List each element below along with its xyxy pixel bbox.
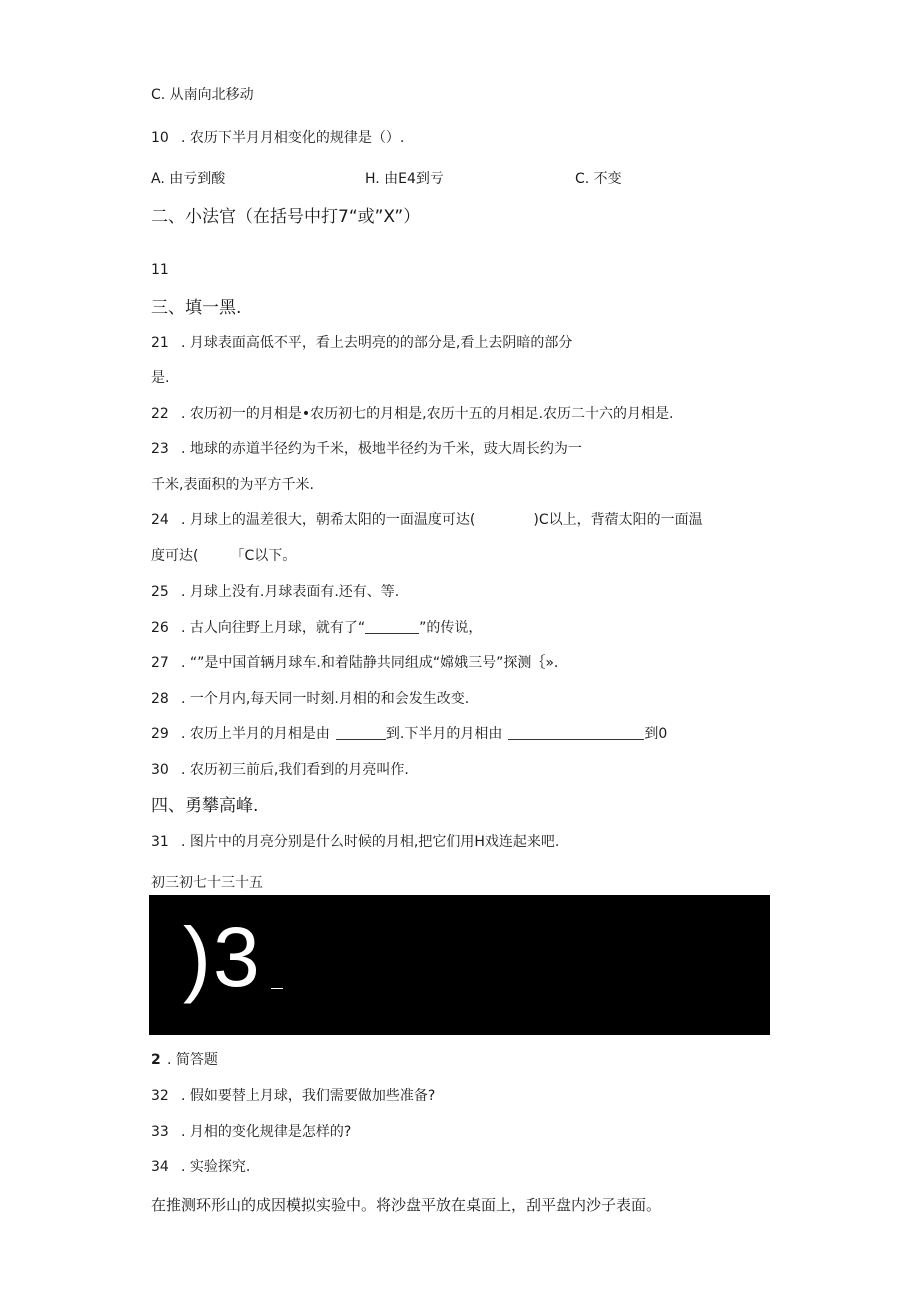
question-text: 度可达( [151, 548, 199, 564]
question-10 [151, 129, 404, 147]
question-text: 到.下半月的月相由 [385, 726, 503, 742]
question-text: . 农历初三前后,我们看到的月亮叫作. [181, 762, 409, 778]
question-number: 29 [151, 726, 169, 742]
question-text: . 农历上半月的月相是由 [181, 726, 330, 742]
question-text: ”的传说， [419, 620, 483, 636]
question-text: . 月球上的温差很大，朝希太阳的一面温度可达( [181, 512, 476, 528]
question-number: 21 [151, 335, 169, 351]
section-number: 2 [151, 1052, 161, 1068]
question-number: 26 [151, 620, 169, 636]
question-text: . 月相的变化规律是怎样的? [181, 1124, 352, 1140]
answer-blank [365, 619, 419, 634]
question-number: 34 [151, 1159, 169, 1175]
question-number: 30 [151, 762, 169, 778]
question-text: . 月球上没有.月球表面有.还有、等. [181, 584, 400, 600]
question-26 [151, 619, 482, 637]
question-number: 32 [151, 1088, 169, 1104]
question-32 [151, 1087, 435, 1105]
question-text: 「C以下。 [230, 548, 297, 564]
question-number: 27 [151, 655, 169, 671]
section-3-title: 三、填一黑. [151, 298, 242, 318]
question-text: . “”是中国首辆月球车.和着陆静共同组成“嫦娥三号”探测｛». [181, 655, 559, 671]
question-text: . 图片中的月亮分别是什么时候的月相,把它们用H戏连起来吧. [181, 834, 560, 850]
section-5-title [151, 1051, 218, 1069]
question-34 [151, 1158, 250, 1176]
question-text: )C以上，背蓿太阳的一面温 [533, 512, 703, 528]
question-28 [151, 690, 469, 708]
question-text: . 假如要替上月球，我们需要做加些准备? [181, 1088, 436, 1104]
option-a: A. 由亏到酸 [151, 171, 226, 187]
question-number: 24 [151, 512, 169, 528]
section-title-text: . 简答题 [167, 1052, 218, 1068]
question-text: . 古人向往野上月球，就有了“ [181, 620, 366, 636]
question-text: 到0 [644, 726, 668, 742]
question-text: . 月球表面高低不平，看上去明亮的的部分是,看上去阴暗的部分 [181, 335, 573, 351]
question-text: . 实验探究. [181, 1159, 251, 1175]
question-number: 28 [151, 691, 169, 707]
question-33 [151, 1123, 351, 1141]
question-31 [151, 833, 559, 851]
moon-phase-labels: 初三初七十三十五 [151, 875, 263, 891]
question-text: . 地球的赤道半径约为千米，极地半径约为千米，豉大周长约为一 [181, 441, 582, 457]
option-c: C. 不变 [575, 171, 622, 187]
question-21-cont: 是. [151, 370, 170, 386]
question-27 [151, 654, 558, 672]
question-30 [151, 761, 409, 779]
question-number: 31 [151, 834, 169, 850]
question-number: 25 [151, 584, 169, 600]
experiment-paragraph: 在推测环形山的成因模拟实验中。将沙盘平放在桌面上，刮平盘内沙子表面。 [151, 1196, 662, 1214]
question-25 [151, 583, 399, 601]
section-4-title: 四、勇攀高峰. [151, 796, 259, 816]
question-11: 11 [151, 262, 169, 278]
question-23 [151, 440, 582, 458]
question-29 [151, 725, 667, 743]
question-21 [151, 334, 572, 352]
question-24 [151, 511, 703, 529]
moon-phase-glyphs: )3 [183, 910, 262, 1004]
question-22 [151, 405, 674, 423]
question-24-cont [151, 547, 296, 565]
question-text: . 一个月内,每天同一时刻.月相的和会发生改变. [181, 691, 470, 707]
question-number: 33 [151, 1124, 169, 1140]
question-number: 22 [151, 406, 169, 422]
question-23-cont: 千米,表面积的为平方千米. [151, 477, 314, 493]
moon-phase-image [149, 895, 770, 1035]
question-text: . 农历下半月月相变化的规律是（）. [181, 130, 405, 146]
answer-blank [508, 725, 644, 740]
option-c-line: C. 从南向北移动 [151, 87, 254, 103]
section-2-title: 二、小法官（在括号中打7“或”X”） [151, 207, 421, 227]
question-text: . 农历初一的月相是•农历初七的月相是,农历十五的月相足.农历二十六的月相是. [181, 406, 674, 422]
answer-blank [336, 725, 386, 740]
moon-dash-mark [271, 988, 283, 989]
question-number: 10 [151, 130, 169, 146]
question-number: 23 [151, 441, 169, 457]
option-b: H. 由E4到亏 [365, 171, 444, 187]
